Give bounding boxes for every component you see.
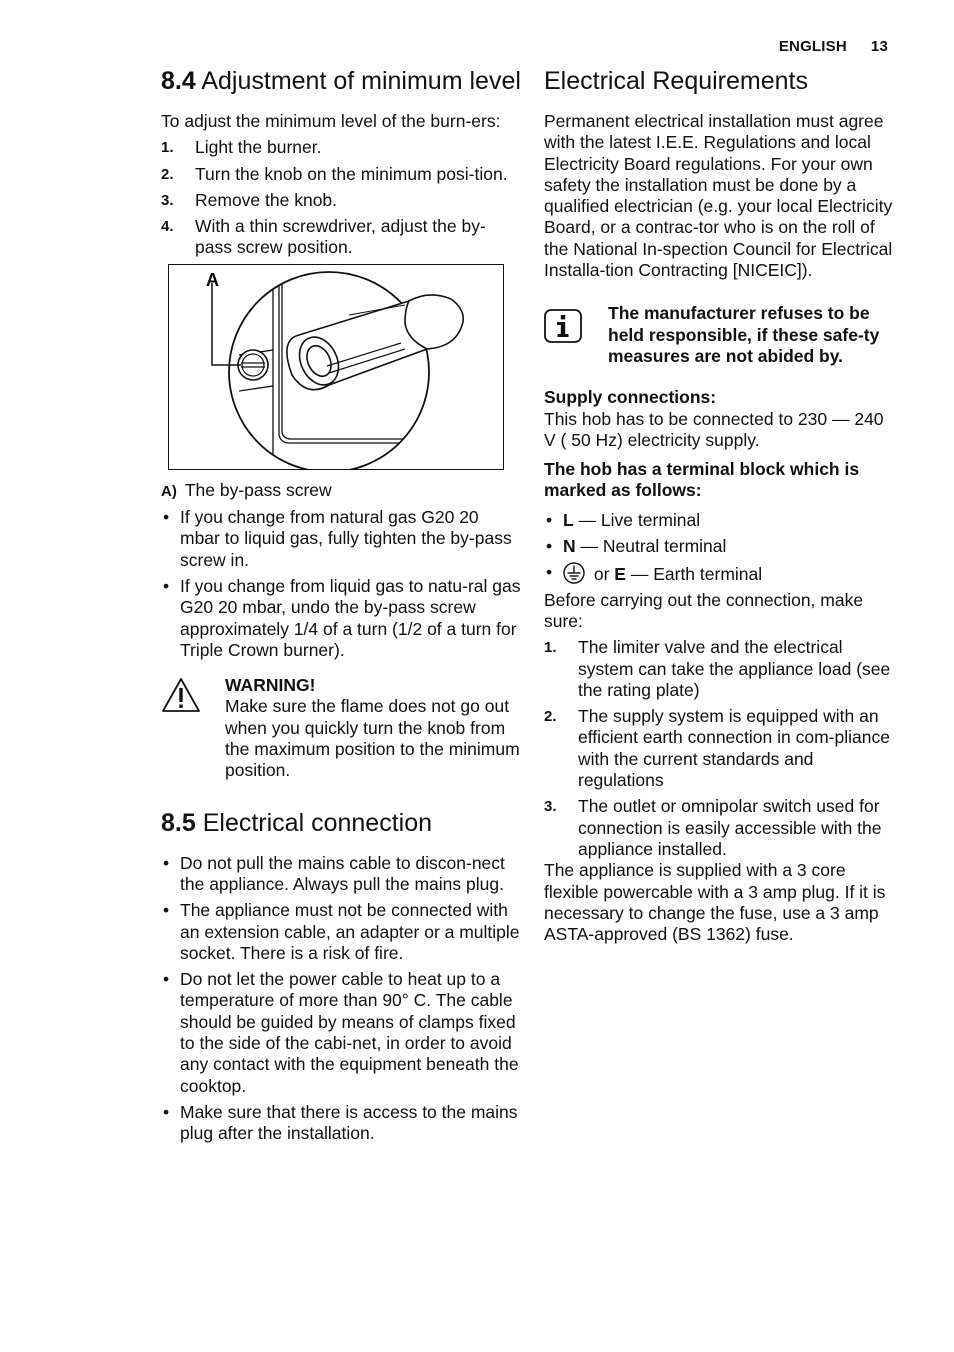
step-item xyxy=(161,216,521,259)
terminal-or: or xyxy=(589,564,615,585)
terminal-code: N xyxy=(563,536,576,557)
terminal-item-neutral xyxy=(544,536,900,557)
warning-text: Make sure the flame does not go out when you quickly turn the knob from the maximum position to the minimum position. xyxy=(225,696,520,781)
step-text: The supply system is equipped with an efficient earth connection in com-pliance with the current standards and regulations xyxy=(578,706,890,791)
powercable-text: The appliance is supplied with a 3 core flexible powercable with a 3 amp plug. If it is necessary to change the fuse, use a 3 amp ASTA-approved (BS 1362) fuse. xyxy=(544,860,886,945)
info-box xyxy=(544,303,900,367)
info-icon xyxy=(544,309,582,348)
header-page-number: 13 xyxy=(870,38,888,55)
step-text: The outlet or omnipolar switch used for connection is easily accessible with the appliance installed. xyxy=(578,796,882,859)
terminal-text: — Earth terminal xyxy=(625,564,763,585)
step-item xyxy=(544,637,900,701)
warning-title: WARNING! xyxy=(225,675,316,696)
list-item: • Do not pull the mains cable to discon-nect the appliance. Always pull the mains plug. xyxy=(161,853,521,896)
terminal-title: The hob has a terminal block which is marked as follows: xyxy=(544,459,860,501)
step-item xyxy=(161,190,521,211)
warning-triangle-icon xyxy=(161,677,201,718)
terminal-text: — Neutral terminal xyxy=(575,536,727,557)
left-column xyxy=(161,68,521,1150)
figure-label-a: A xyxy=(206,269,219,290)
list-item: • If you change from liquid gas to natu-ral gas G20 20 mbar, undo the by-pass screw approximately 1/4 of a turn (1/2 of a turn for Triple Crown burner). xyxy=(161,576,521,661)
electrical-connection-bullets xyxy=(161,853,521,1145)
step-text: Light the burner. xyxy=(195,137,322,158)
gas-change-bullets xyxy=(161,507,521,661)
earth-symbol-icon xyxy=(563,562,585,589)
step-text: The limiter valve and the electrical system can take the appliance load (see the rating plate) xyxy=(578,637,891,700)
step-text: Remove the knob. xyxy=(195,189,338,210)
bypass-screw-figure xyxy=(168,264,504,470)
step-text: With a thin screwdriver, adjust the by-pass screw position. xyxy=(195,216,486,258)
info-text: The manufacturer refuses to be held responsible, if these safe-ty measures are not abided by. xyxy=(608,303,880,366)
step-item xyxy=(161,137,521,158)
adjust-steps xyxy=(161,137,521,258)
step-number: 3. xyxy=(544,798,557,816)
caption-label: A) xyxy=(161,482,177,500)
step-text: Turn the knob on the minimum posi-tion. xyxy=(195,163,508,184)
section-84-title: Adjustment of minimum level xyxy=(201,67,521,95)
electrical-requirements-title: Electrical Requirements xyxy=(544,67,808,95)
step-number: 1. xyxy=(161,139,174,157)
page-header xyxy=(755,38,888,55)
burner-knob-illustration xyxy=(169,265,503,469)
list-item: • Do not let the power cable to heat up to a temperature of more than 90° C. The cable should be guided by means of clamps fixed to the side of the cabi-net, in order to avoid any contact with the equipment beneath the cooktop. xyxy=(161,969,521,1097)
adjust-intro: To adjust the minimum level of the burn-ers: xyxy=(161,111,501,131)
list-item: • If you change from natural gas G20 20 mbar to liquid gas, fully tighten the by-pass screw in. xyxy=(161,507,521,571)
section-85-heading xyxy=(161,810,521,837)
supply-title: Supply connections: xyxy=(544,387,717,408)
connection-checklist xyxy=(544,637,900,860)
step-item xyxy=(544,706,900,791)
bypass-screw xyxy=(238,350,268,380)
warning-box xyxy=(161,675,521,781)
step-number: 2. xyxy=(544,708,557,726)
section-84-number: 8.4 xyxy=(161,67,196,95)
terminal-list xyxy=(544,510,900,590)
requirements-intro: Permanent electrical installation must agree with the latest I.E.E. Regulations and local Electricity Board regulations. For your own safety the installation must be done by a qualified electrician (e.g. your local Electricity Board, or a contrac-tor who is on the roll of the National In-spection Council for Electrical Installa-tion Contracting [NICEIC]). xyxy=(544,111,893,281)
terminal-item-earth xyxy=(544,562,900,589)
before-connection-text: Before carrying out the connection, make sure: xyxy=(544,589,864,631)
terminal-item-live xyxy=(544,510,900,531)
supply-text: This hob has to be connected to 230 — 240 V ( 50 Hz) electricity supply. xyxy=(544,408,884,450)
right-column xyxy=(544,68,900,950)
header-language: ENGLISH xyxy=(778,38,847,55)
step-number: 3. xyxy=(161,191,174,209)
terminal-code: E xyxy=(614,564,626,585)
section-84-heading xyxy=(161,68,521,95)
figure-caption xyxy=(161,480,521,502)
step-item xyxy=(161,164,521,185)
step-number: 4. xyxy=(161,218,174,236)
terminal-text: — Live terminal xyxy=(573,509,701,530)
section-85-number: 8.5 xyxy=(161,808,196,837)
step-item xyxy=(544,796,900,860)
terminal-code: L xyxy=(563,509,574,530)
caption-text: The by-pass screw xyxy=(184,479,332,500)
step-number: 1. xyxy=(544,639,557,657)
step-number: 2. xyxy=(161,165,174,183)
list-item: • Make sure that there is access to the mains plug after the installation. xyxy=(161,1102,521,1145)
section-85-title: Electrical connection xyxy=(202,808,433,837)
list-item: • The appliance must not be connected with an extension cable, an adapter or a multiple socket. There is a risk of fire. xyxy=(161,900,521,964)
